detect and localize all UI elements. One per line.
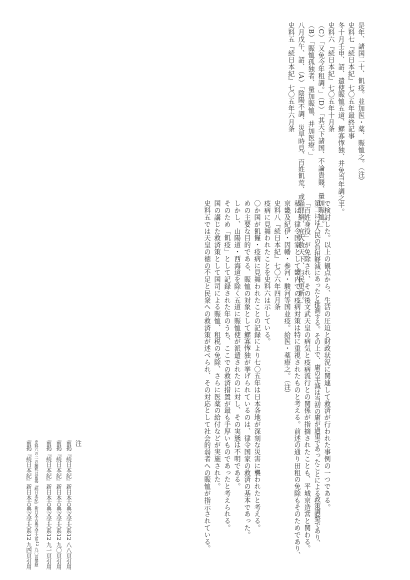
body-column: 京畿及紀伊・因幡・参河・駿河等国並疫。給医・薬療之。（注）	[283, 200, 291, 397]
body-column: 疫病に見舞われたことを史料六は示している。	[263, 200, 271, 345]
footnote: 史料六の二の解釈は前掲『続日本紀』新日本古典文学大系12 九〇頁参照	[35, 440, 40, 568]
body-column: 八月戊午、詔、（A）「陰陽不調、災旱時見、百姓飢荒、或陥罪網、宜大赦天下、与民更新。」	[297, 22, 305, 308]
body-column: 史料八『続日本紀』七〇六年四月条	[273, 200, 281, 311]
body-column: 史料六『続日本紀』七〇五年十月条	[327, 22, 335, 133]
body-column: めの主要な目的である、賑恤の対象として鰥寡惸独が挙げられているのは、律令国家の救済の基本であった。	[243, 200, 251, 539]
body-column: しかし、山陽道・西海道を除く五道に賑恤使が派遣されたのに対し、その実態は不明である。	[233, 200, 241, 490]
body-column: 国の講じた救済策として国司による賑恤、租税の免除、さらに医薬の給付などが実施された。	[213, 200, 221, 490]
footnote: 前掲『続日本紀』新日本古典文学大系12 九一頁引用	[45, 440, 51, 570]
footnote-heading: 注	[74, 440, 81, 447]
body-column: 「百姓身役」が免除され、その後文武天皇の病気と疫病流行との関係が指摘されたことも、平城京造営と関わる。	[303, 200, 311, 552]
footnote: 前掲『続日本紀』新日本古典文学大系12 九〇頁引用	[55, 440, 61, 570]
body-column: 冬十月壬申、詔、遣使賑恤五道、鰥寡惸独、并免当年調之半。	[337, 22, 345, 216]
body-column: で検討した。以上の観点から、生活の圧迫と財政状況に関連して救済が行われた事例の一つである。	[323, 200, 331, 511]
body-column: 史料七『続日本紀』七〇五年最終記事	[347, 22, 355, 140]
footnote: 前掲『続日本紀』新日本古典文学大系12 八八頁引用	[65, 440, 71, 570]
body-column: そのため「飢疫」として記録された年のうち、ここでの救済措置が最も手厚いものであったと考えられる。	[223, 200, 231, 532]
body-column: （B）「賑恤孤独者、量加賑恤、并加医療。」	[307, 22, 315, 159]
footnote: 前掲『続日本紀』新日本古典文学大系12 九四頁引用	[25, 440, 31, 570]
body-column: 第二には人民の負担軽減にあったと推測する。その上で、庸の半減は当初の庸が過重であったことによる政策調整であり、	[313, 200, 320, 547]
body-column: 〇か国が飢饉・疫病に見舞われたことの記録により七〇五年は日本各地が深刻な災害に襲われたと考える。	[253, 200, 261, 532]
body-column: 是年、諸国二十、飢疫。並加医・薬、賑恤之。（注）	[357, 22, 365, 185]
body-column: 史料五『続日本紀』七〇五年六月条	[287, 22, 295, 133]
body-column: 私は、律令国家として畿内での疫病対策は特に重視されたものと考える。前述の通り田租の免除もそのためであり、	[293, 200, 301, 559]
body-column: （C）「又免今年租調。」（D）「其天下諸国、不論貴賤、量加賑恤。」	[317, 22, 325, 231]
body-column: 史料五では天皇の徳の不足と民衆への救済策が述べられ、その対応として社会的弱者への賑恤が指示されている。	[203, 200, 211, 552]
